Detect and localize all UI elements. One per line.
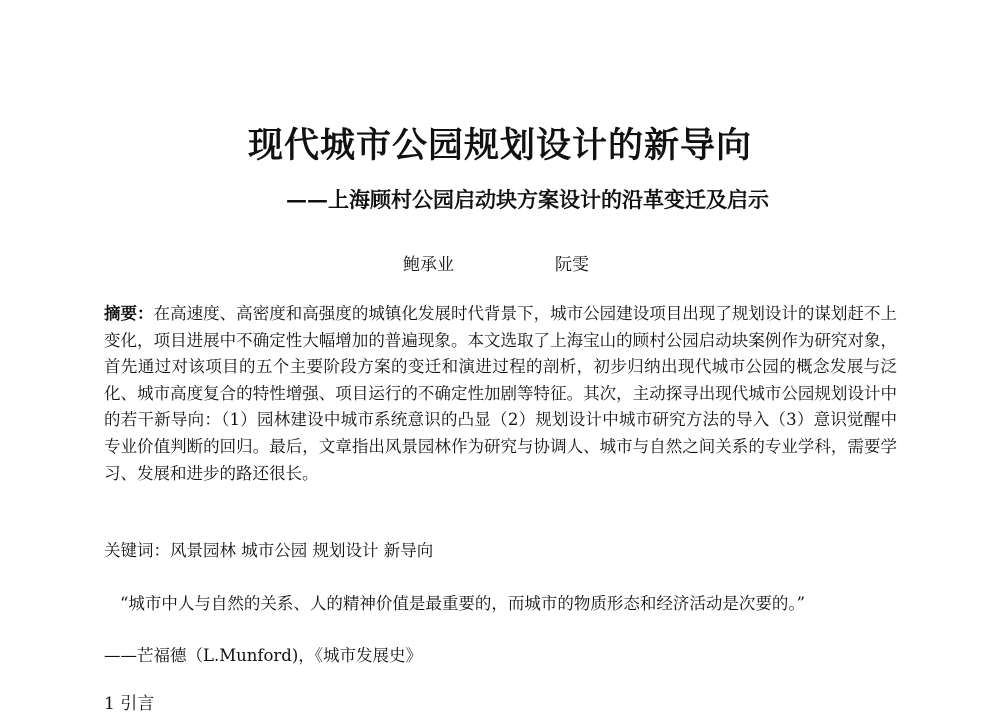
abstract-label: 摘要： (104, 304, 154, 323)
abstract-text: 在高速度、高密度和高强度的城镇化发展时代背景下，城市公园建设项目出现了规划设计的谋划赶不上变化，项目进展中不确定性大幅增加的普遍现象。本文选取了上海宝山的顾村公园启动块案例作为研究对象，首先通过对该项目的五个主要阶段方案的变迁和演进过程的剖析，初步归纳出现代城市公园的概念发展与泛化、城市高度复合的特性增强、项目运行的不确定性加剧等特征。其次，主动探寻出现代城市公园规划设计中的若干新导向：（1）园林建设中城市系统意识的凸显（2）规划设计中城市研究方法的导入（3）意识觉醒中专业价值判断的回归。最后，文章指出风景园林作为研究与协调人、城市与自然之间关系的专业学科，需要学习、发展和进步的路还很长。 (104, 304, 898, 483)
abstract (104, 301, 897, 487)
author-1: 鲍承业 (403, 255, 454, 275)
epigraph-source: ——芒福德（L.Munford)，《城市发展史》 (104, 646, 423, 665)
section-heading: 1 引言 (104, 694, 155, 714)
epigraph-quote: “城市中人与自然的关系、人的精神价值是最重要的，而城市的物质形态和经济活动是次要的。” (120, 594, 806, 613)
paper-subtitle: ——上海顾村公园启动块方案设计的沿革变迁及启示 (286, 187, 769, 212)
paper-title: 现代城市公园规划设计的新导向 (247, 125, 752, 166)
keywords: 关键词：风景园林 城市公园 规划设计 新导向 (104, 541, 434, 560)
author-2: 阮雯 (555, 255, 589, 275)
